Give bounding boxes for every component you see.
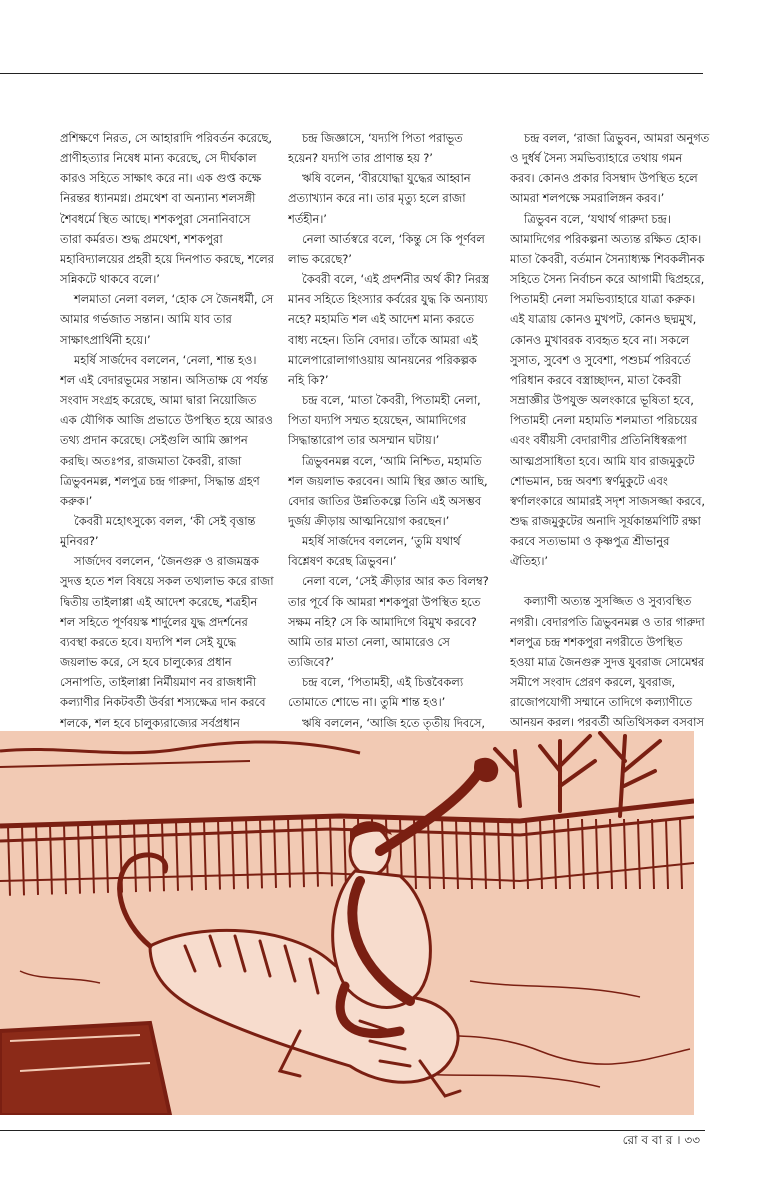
paragraph: ঋষি বললেন, ‘আজি হতে তৃতীয় দিবসে, <box>302 715 485 730</box>
page-footer <box>623 1132 700 1152</box>
man-wrestling-tiger-illustration <box>0 731 694 1115</box>
paragraph: শলমাতা নেলা বলল, ‘হোক সে জৈনধর্মী, সে আমার গর্ভজাত সন্তান। আমি যাব তার সাক্ষাৎপ্রার্থিনী হয়ে।’ <box>60 292 274 347</box>
paragraph: প্রশিক্ষণে নিরত, সে আহারাদি পরিবর্তন করেছে, প্রাণীহত্যার নিষেধ মান্য করেছে, সে দীর্ঘকাল কারও সহিতে সাক্ষাৎ করে না। এক গুপ্ত কক্ষে নিরন্তর ধ্যানমগ্ন। প্রমথেশ বা অন্যান্য শলসঙ্গী শৈবধর্মে স্থিত আছে। শশকপুরা সেনানিবাসে তারা কর্মরত। শুদ্ধ প্রমথেশ, শশকপুরা মহাবিদ্যালয়ের প্রহরী হয়ে দিনপাত করছে, শলের সন্নিকটে থাকবে বলে।’ <box>60 131 274 287</box>
paragraph: ঋষি বলেন, ‘বীরযোদ্ধা যুদ্ধের আহ্বান প্রত্যাখ্যান করে না। তার মৃত্যু হলে রাজা শর্তহীন।’ <box>288 171 471 226</box>
paragraph: মহর্ষি সার্জদেব বললেন, ‘নেলা, শান্ত হও। শল এই বেদারভূমের সন্তান। অসিতাক্ষ যে পর্যন্ত সংবাদ সংগ্রহ করেছে, আমা দ্বারা নিয়োজিত এক যৌগিক আজি প্রভাতে উপস্থিত হয়ে আরও তথ্য প্রদান করেছে। সেইগুলি আমি জ্ঞাপন করছি। অতঃপর, রাজমাতা কৈবরী, রাজা ত্রিভুবনমল্ল, শলপুত্র চন্দ্র গারুদা, সিদ্ধান্ত গ্রহণ করুক।’ <box>60 352 273 508</box>
paragraph: মহর্ষি সার্জদেব বললেন, ‘তুমি যথার্থ বিশ্লেষণ করেছ ত্রিভুবন।’ <box>288 534 461 569</box>
paragraph: নেলা আর্তস্বরে বলে, ‘কিন্তু সে কি পূর্ণবল লাভ করেছে?’ <box>288 231 485 266</box>
article-column-2 <box>288 128 494 773</box>
paragraph: সার্জদেব বললেন, ‘জৈনগুরু ও রাজমন্ত্রক সুদত্ত হতে শল বিষয়ে সকল তথ্যলাভ করে রাজা দ্বিতীয় তাইলাপ্পা এই আদেশ করেছে, শত্রহীন শল সহিতে পূর্ণবয়স্ক শার্দুলের যুদ্ধ প্রদর্শনের ব্যবস্থা করতে হবে। যদ্যপি শল সেই যুদ্ধে জয়লাভ করে, সে হবে চালুক্যের প্রধান সেনাপতি, তাইলাপ্পা নির্মীয়মাণ নব রাজধানী কল্যাণীর নিকটবর্তী উর্বরা শস্যক্ষেত্র দান করবে শলকে, শল হবে চালুক্যরাজ্যের সর্বপ্রধান <box>60 554 274 730</box>
paragraph: চন্দ্র বলে, ‘পিতামহী, এই চিত্তবৈকল্য তোমাতে শোভে না। তুমি শান্ত হও।’ <box>288 675 464 710</box>
paragraph: কৈবরী বলে, ‘এই প্রদর্শনীর অর্থ কী? নিরস্ত্র মানব সহিতে হিংস্যার কর্বরের যুদ্ধ কি অন্যায্য নহে? মহামতি শল এই আদেশ মান্য করতে বাধ্য নহেন। তিনি বেদার। তাঁকে আমরা এই মালেপারোলাগাওয়ায় আনয়নের পরিকল্পক নহি কি?’ <box>288 272 489 387</box>
top-rule <box>0 73 703 74</box>
paragraph: ত্রিভুবনমল্ল বলে, ‘আমি নিশ্চিত, মহামতি শল জয়লাভ করবেন। আমি স্থির জ্ঞাত আছি, বেদার জাতির উন্নতিকল্পে তিনি এই অসম্ভব দুর্জয় ক্রীড়ায় আত্মনিয়োগ করছেন।’ <box>288 453 488 528</box>
paragraph: কল্যাণী অত্যন্ত সুসজ্জিত ও সুব্যবস্থিত নগরী। বেদারপতি ত্রিভুবনমল্ল ও তার গারুদা শলপুত্র চন্দ্র শশকপুরা নগরীতে উপস্থিত হওয়া মাত্র জৈনগুরু সুদত্ত যুবরাজ সোমেশ্বর সমীপে সংবাদ প্রেরণ করলে, যুবরাজ, রাজোপযোগী সম্মানে তাদিগে কল্যাণীতে আনয়ন করল। পরবর্তী অতিথিসকল বসবাস <box>510 594 705 730</box>
paragraph: চন্দ্র বলে, ‘মাতা কৈবরী, পিতামহী নেলা, পিতা যদ্যপি সম্মত হয়েছেন, আমাদিগের সিদ্ধান্তারোপ তার অসম্মান ঘটায়।’ <box>288 393 481 448</box>
paragraph: চন্দ্র বলল, ‘রাজা ত্রিভুবন, আমরা অনুগত ও দুর্ধর্ষ সৈন্য সমভিব্যাহারে তথায় গমন করব। কোনও প্রকার বিসম্বাদ উপস্থিত হলে আমরা শলপক্ষে সমরালিঙ্গন করব।’ <box>510 131 710 206</box>
footer-separator: । <box>676 1133 681 1147</box>
paragraph: চন্দ্র জিজ্ঞাসে, ‘যদ্যপি পিতা পরাভূত হয়েন? যদ্যপি তার প্রাণান্ত হয় ?’ <box>288 131 463 166</box>
article-column-1 <box>60 128 274 753</box>
paragraph: কৈবরী মহোৎসুক্যে বলল, ‘কী সেই বৃত্তান্ত মুনিবর?’ <box>60 513 256 549</box>
paragraph: নেলা বলে, ‘সেই ক্রীড়ার আর কত বিলম্ব? তার পূর্বে কি আমরা শশকপুরা উপস্থিত হতে সক্ষম নহি? সে কি আমাদিগে বিমুখ করবে? আমি তার মাতা নেলা, আমারেও সে ত্যজিবে?’ <box>288 574 489 670</box>
page-number: ৩৩ <box>684 1133 700 1147</box>
bottom-rule <box>0 1130 705 1131</box>
magazine-name: রো ব বা র <box>622 1133 673 1147</box>
paragraph: ত্রিভুবন বলে, ‘যথার্থ গারুদা চন্দ্র। আমাদিগের পরিকল্পনা অত্যন্ত রক্ষিত হোক। মাতা কৈবরী, বর্তমান সৈন্যাধ্যক্ষ শিবকলীনক সহিতে সৈন্য নির্বাচন করে আগামী দ্বিপ্রহরে, পিতামহী নেলা সমভিব্যাহারে যাত্রা করুক। এই যাত্রায় কোনও মুখপট, কোনও ছদ্মমুখ, কোনও মুখাবরক ব্যবহৃত হবে না। সকলে সুসাত, সুবেশ ও সুবেশা, পশুচর্ম পরিবর্তে পরিধান করবে বস্ত্রাচ্ছাদন, মাতা কৈবরী সম্রাজ্ঞীর উপযুক্ত অলংকারে ভূষিতা হবে, পিতামহী নেলা মহামতি শলমাতা পরিচয়ের এবং বর্ষীয়সী বেদারাণীর প্রতিনিধিস্বরূপা আত্মপ্রসাধিতা হবে। আমি যাব রাজমুকুটে শোভমান, চন্দ্র অবশ্য স্বর্ণমুকুটে এবং স্বর্ণালংকারে আমারই সদৃশ সাজসজ্জা করবে, শুদ্ধ রাজমুকুটের অনাদি সূর্যকান্তমণিটি রক্ষা করবে সত্যভামা ও কৃষ্ণপুত্র শ্রীভানুর ঐতিহ্য।’ <box>510 211 705 569</box>
article-column-3 <box>510 128 710 753</box>
